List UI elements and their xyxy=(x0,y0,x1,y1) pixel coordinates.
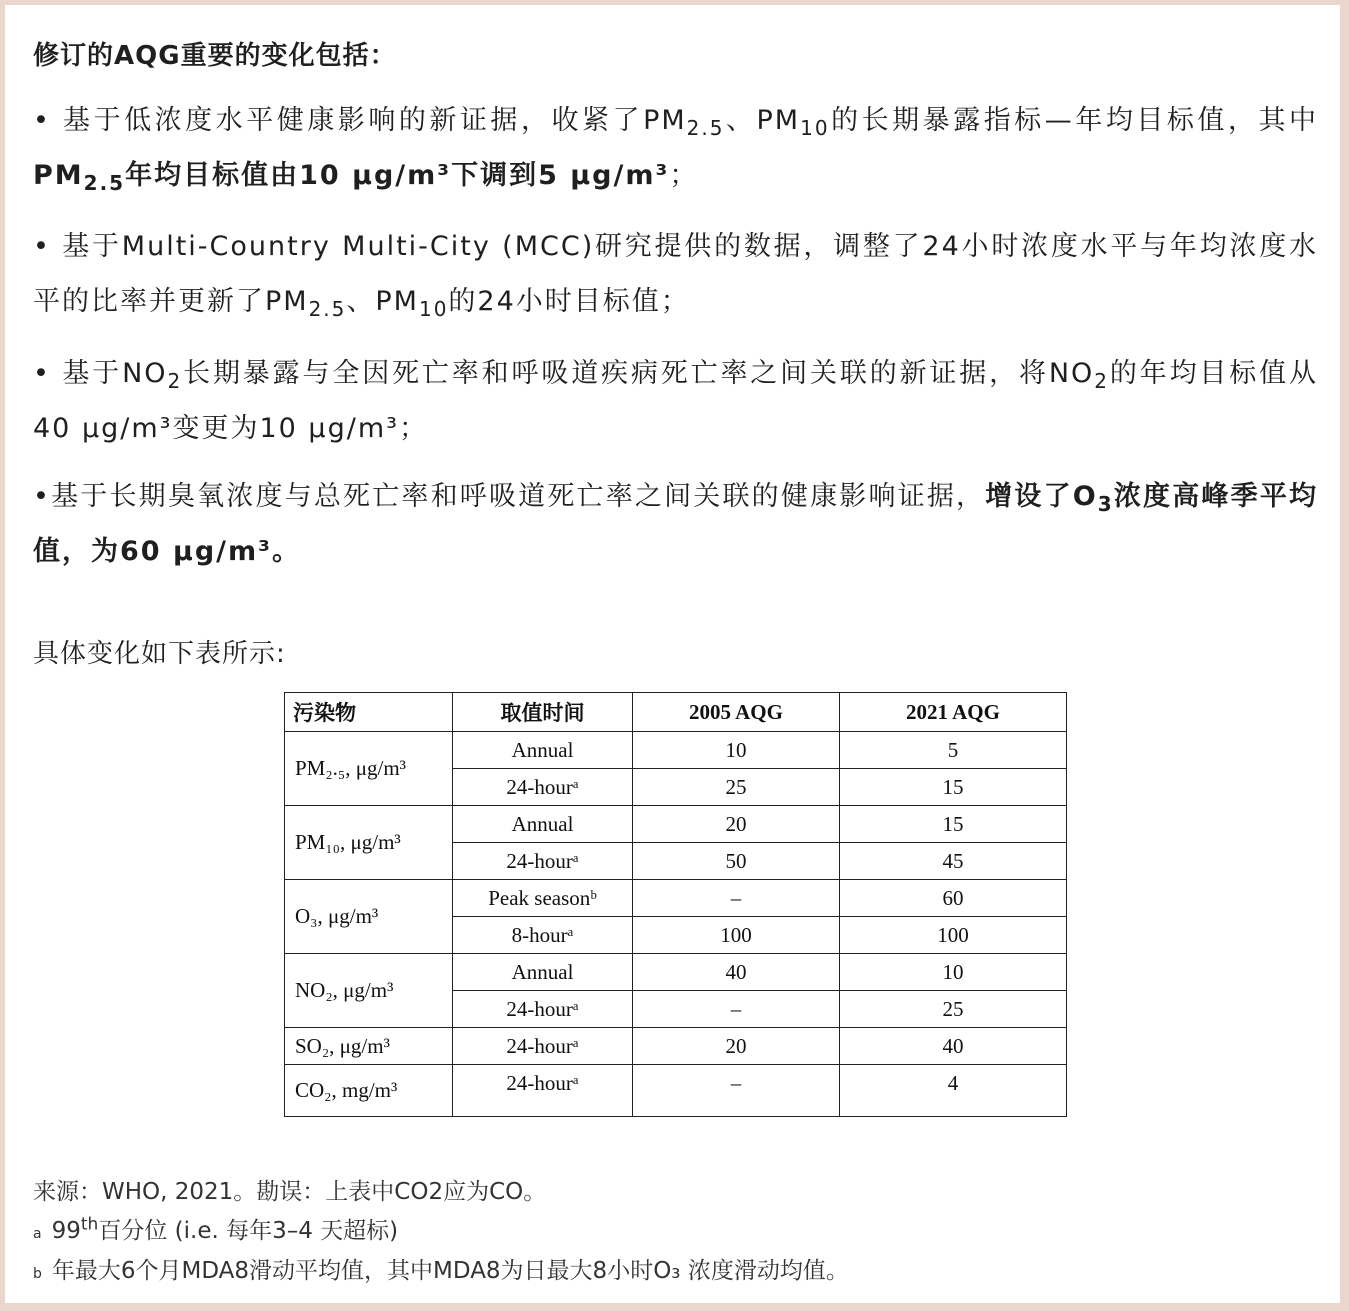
value-2021-cell: 40 xyxy=(840,1028,1067,1065)
value-2021-cell: 5 xyxy=(840,732,1067,769)
time-cell: Peak seasonᵇ xyxy=(453,880,633,917)
time-cell: 24-hourᵃ xyxy=(453,991,633,1028)
value-2021-cell: 15 xyxy=(840,769,1067,806)
bullet-highlight: 增设了$O_3$浓度高峰季平均值，为60 μg/m³。 xyxy=(33,481,1319,567)
time-cell: 24-hourᵃ xyxy=(453,769,633,806)
bullet-pm-annual: • 基于低浓度水平健康影响的新证据，收紧了$PM_{2.5}$、$PM_{10}$的长期暴露指标—年均目标值，其中$PM_{2.5}$年均目标值由10 μg/m³下调到5 μg/m³； xyxy=(33,105,1319,195)
footnote-b: b 年最大6个月MDA8滑动平均值，其中MDA8为日最大8小时O₃ 浓度滑动均值。 xyxy=(33,1258,849,1284)
table-row xyxy=(285,954,1067,991)
bullet-ozone: •基于长期臭氧浓度与总死亡率和呼吸道死亡率之间关联的健康影响证据，增设了$O_3$浓度高峰季平均值，为60 μg/m³。 xyxy=(33,481,1319,567)
value-2021-cell: 100 xyxy=(840,917,1067,954)
value-2005-cell: 50 xyxy=(633,843,840,880)
value-2021-cell: 15 xyxy=(840,806,1067,843)
value-2005-cell: 10 xyxy=(633,732,840,769)
value-2005-cell: – xyxy=(633,991,840,1028)
footnote-marker: a xyxy=(33,1226,42,1242)
value-2021-cell: 25 xyxy=(840,991,1067,1028)
section-heading: 修订的AQG重要的变化包括： xyxy=(33,41,397,71)
value-2005-cell: 100 xyxy=(633,917,840,954)
table-intro: 具体变化如下表所示: xyxy=(33,639,286,669)
value-2021-cell: 45 xyxy=(840,843,1067,880)
table-row xyxy=(285,880,1067,917)
footnote-marker: b xyxy=(33,1266,42,1282)
header-averaging-time: 取值时间 xyxy=(453,693,633,732)
footnote-a: a 99th百分位 (i.e. 每年3–4 天超标) xyxy=(33,1214,399,1244)
time-cell: Annual xyxy=(453,806,633,843)
time-cell: Annual xyxy=(453,954,633,991)
article-page xyxy=(5,5,1340,1303)
value-2021-cell: 60 xyxy=(840,880,1067,917)
table-row xyxy=(285,806,1067,843)
value-2005-cell: – xyxy=(633,880,840,917)
time-cell: 24-hourᵃ xyxy=(453,1028,633,1065)
header-2021-aqg: 2021 AQG xyxy=(840,693,1067,732)
value-2005-cell: 25 xyxy=(633,769,840,806)
pollutant-cell: PM₁₀, μg/m³ xyxy=(285,806,453,880)
pollutant-cell: NO₂, μg/m³ xyxy=(285,954,453,1028)
pollutant-cell: CO₂, mg/m³ xyxy=(285,1065,453,1117)
table-row xyxy=(285,732,1067,769)
value-2005-cell: – xyxy=(633,1065,840,1117)
bullet-mcc-24h: • 基于Multi-Country Multi-City (MCC)研究提供的数据，调整了24小时浓度水平与年均浓度水平的比率并更新了$PM_{2.5}$、$PM_{10}$的24小时目标值； xyxy=(33,231,1318,321)
value-2005-cell: 40 xyxy=(633,954,840,991)
table-header-row xyxy=(285,693,1067,732)
bullet-no2: • 基于$NO_2$长期暴露与全因死亡率和呼吸道疾病死亡率之间关联的新证据，将$NO_2$的年均目标值从40 μg/m³变更为10 μg/m³； xyxy=(33,358,1318,444)
value-2005-cell: 20 xyxy=(633,1028,840,1065)
time-cell: 24-hourᵃ xyxy=(453,1065,633,1117)
time-cell: 24-hourᵃ xyxy=(453,843,633,880)
value-2021-cell: 10 xyxy=(840,954,1067,991)
source-note: 来源：WHO, 2021。勘误：上表中CO2应为CO。 xyxy=(33,1179,547,1205)
table-row xyxy=(285,1028,1067,1065)
time-cell: 8-hourᵃ xyxy=(453,917,633,954)
bullet-highlight: $PM_{2.5}$年均目标值由10 μg/m³下调到5 μg/m³ xyxy=(33,160,670,195)
header-2005-aqg: 2005 AQG xyxy=(633,693,840,732)
pollutant-cell: PM₂.₅, μg/m³ xyxy=(285,732,453,806)
pollutant-cell: O₃, μg/m³ xyxy=(285,880,453,954)
pollutant-cell: SO₂, μg/m³ xyxy=(285,1028,453,1065)
time-cell: Annual xyxy=(453,732,633,769)
header-pollutant: 污染物 xyxy=(285,693,453,732)
value-2005-cell: 20 xyxy=(633,806,840,843)
table-row xyxy=(285,1065,1067,1117)
aqg-comparison-table xyxy=(284,692,1067,1117)
value-2021-cell: 4 xyxy=(840,1065,1067,1117)
